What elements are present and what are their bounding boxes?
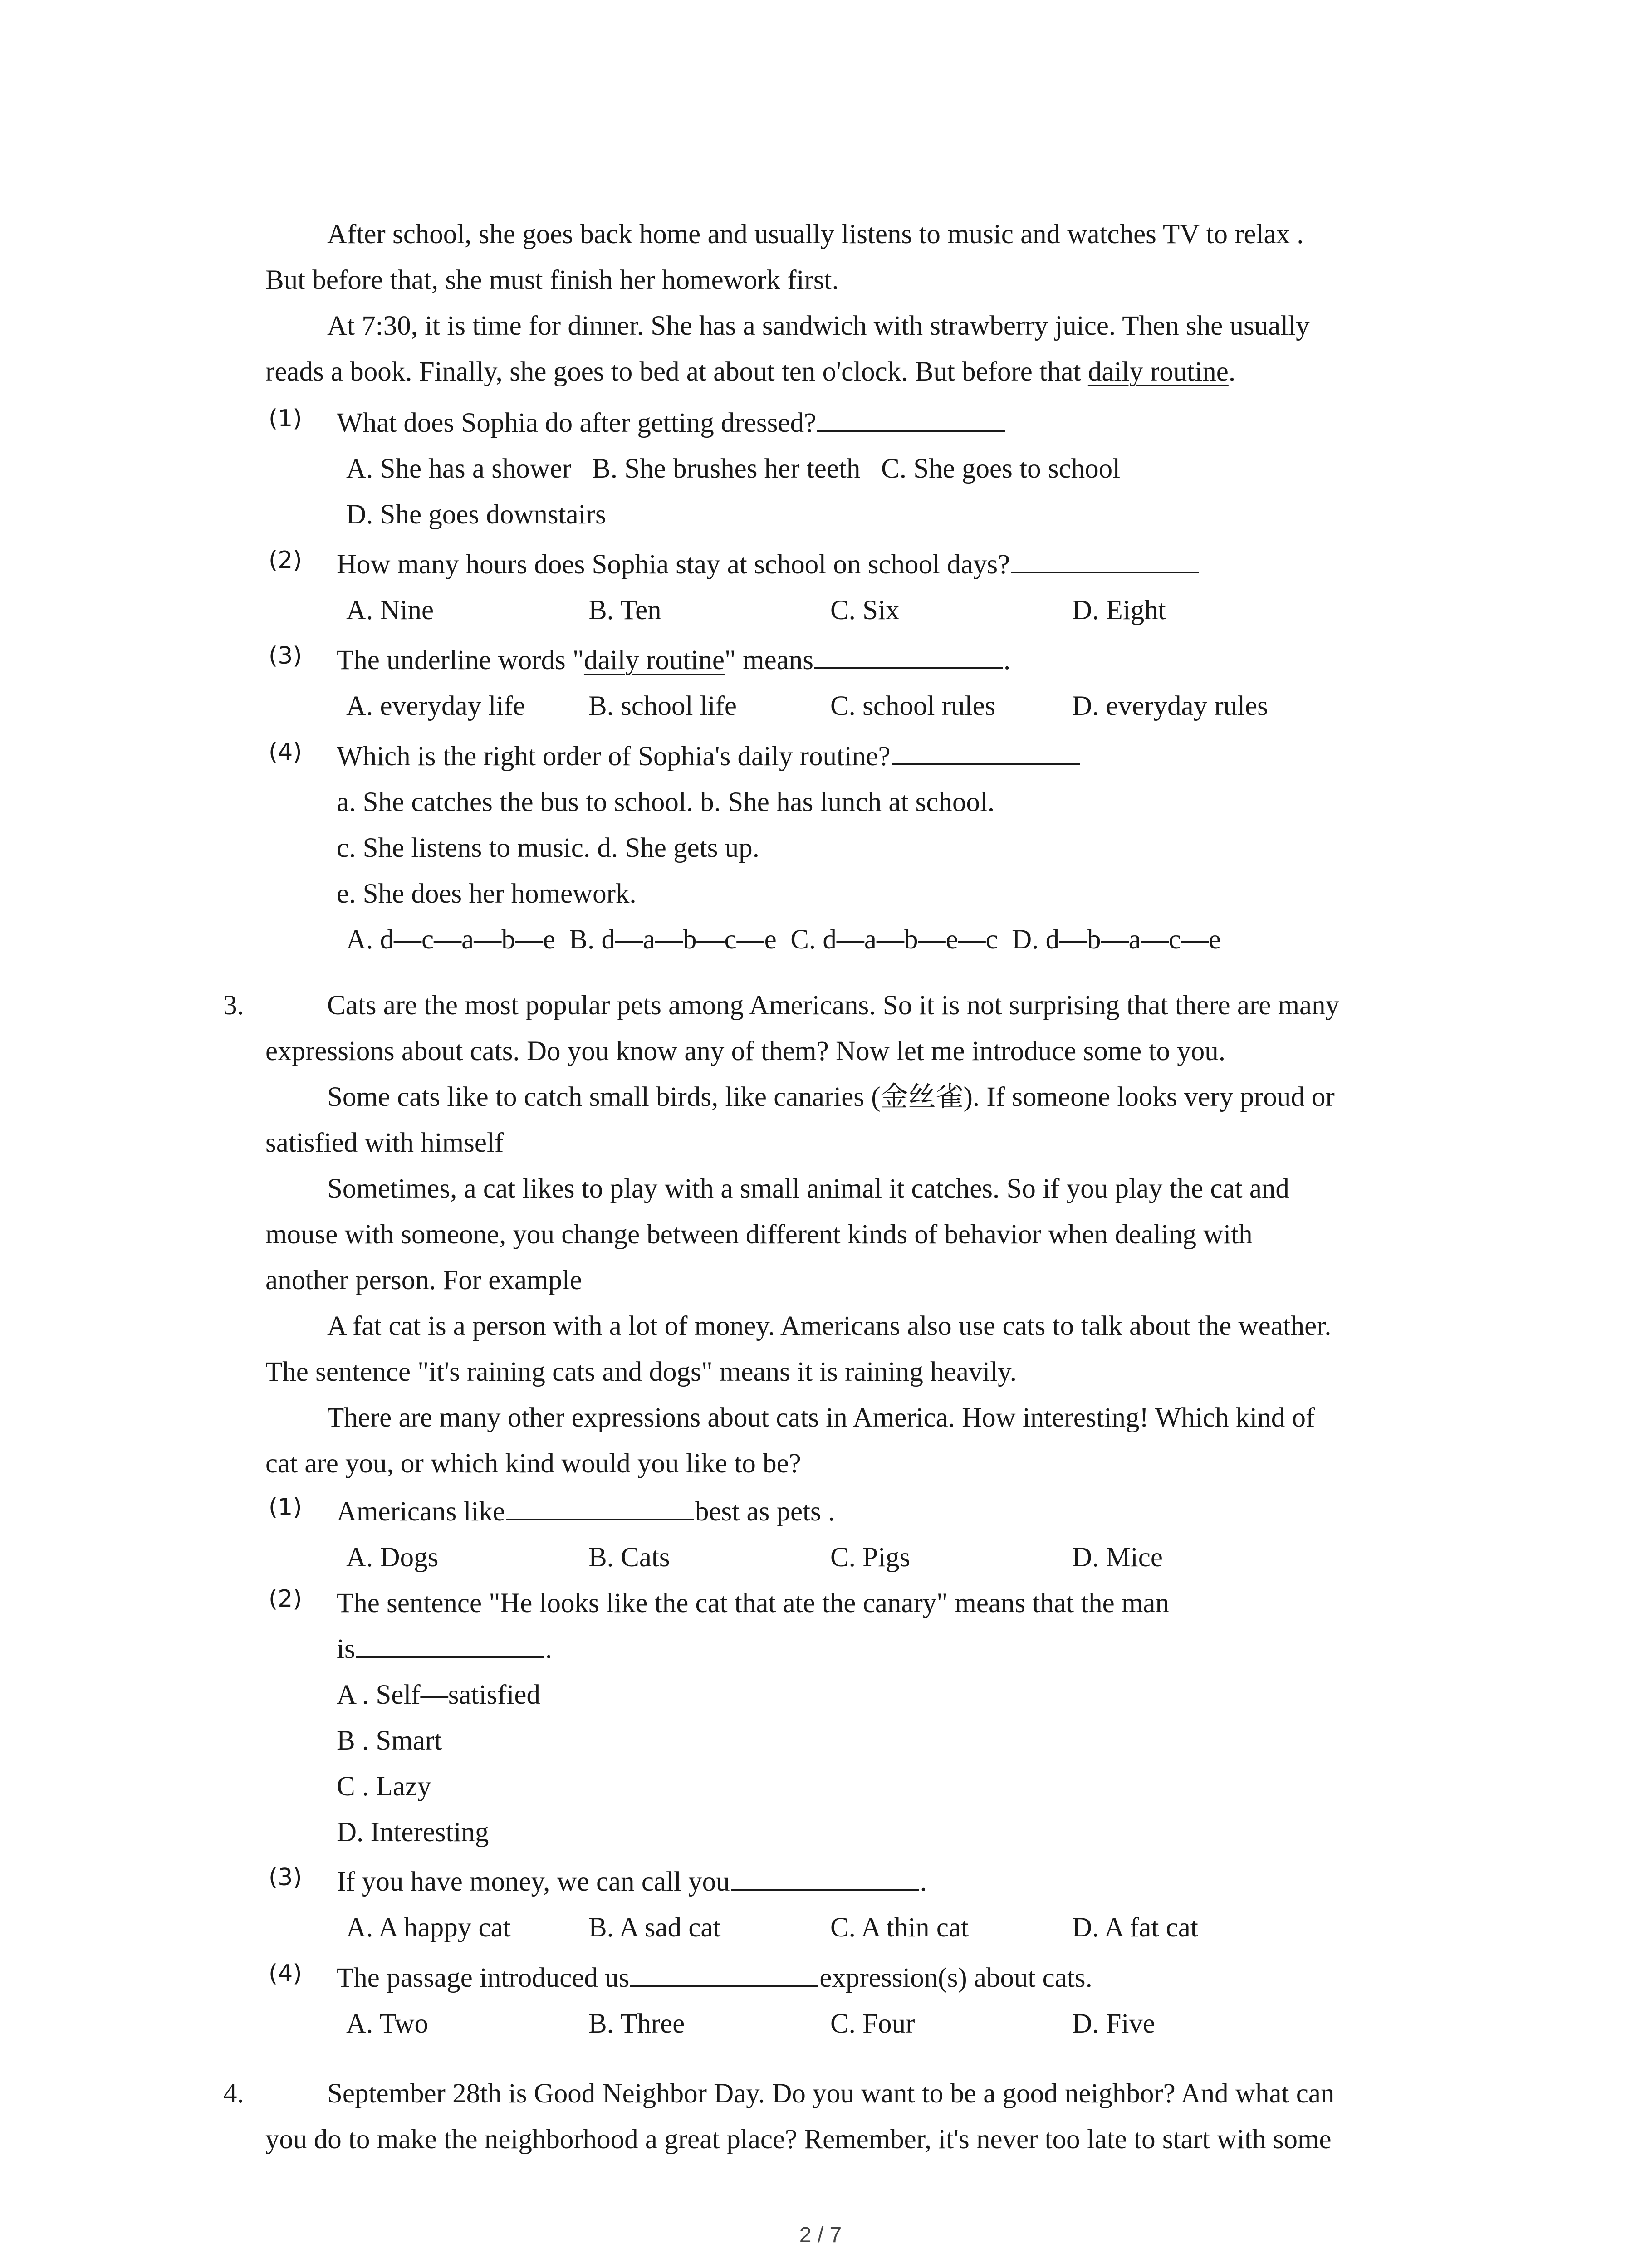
question-stem xyxy=(337,1489,835,1535)
question-number: (2) xyxy=(269,547,302,574)
stem-text: How many hours does Sophia stay at school on school days? xyxy=(337,549,1010,580)
text-line: The sentence "it's raining cats and dogs" means it is raining heavily. xyxy=(265,1357,1017,1387)
option-text: C. She goes to school xyxy=(881,454,1121,484)
text-line: After school, she goes back home and usually listens to music and watches TV to relax . xyxy=(327,219,1304,249)
option-c: C. d—a—b—e—c xyxy=(790,924,998,955)
passage-2-paragraph-1 xyxy=(265,211,1463,303)
question-number: (4) xyxy=(269,1960,302,1987)
option-a: A. Nine xyxy=(346,595,434,626)
passage-2-paragraph-2 xyxy=(265,303,1463,395)
text-line: cat are you, or which kind would you like to be? xyxy=(265,1448,801,1479)
option xyxy=(346,446,1120,492)
text-line: But before that, she must finish her homework first. xyxy=(265,265,839,295)
option-c: C. school rules xyxy=(830,691,996,721)
answer-blank xyxy=(892,735,1080,765)
option-b: B. A sad cat xyxy=(588,1912,721,1943)
question-stem xyxy=(337,733,1081,779)
answer-blank xyxy=(630,1957,818,1987)
answer-blank xyxy=(506,1491,694,1520)
answer-blank xyxy=(817,402,1005,432)
option-c: C. Six xyxy=(830,595,900,626)
stem-text: . xyxy=(1003,645,1011,675)
option-c: C. Four xyxy=(830,2009,915,2039)
stem-text: If you have money, we can call you xyxy=(337,1867,730,1897)
option-c: C. Pigs xyxy=(830,1542,911,1573)
stem-text: " means xyxy=(724,645,813,675)
question-number: (3) xyxy=(269,642,302,670)
text-line: you do to make the neighborhood a great place? Remember, it's never too late to start with some xyxy=(265,2124,1332,2155)
option-d: D. everyday rules xyxy=(1072,691,1268,721)
question-number: (1) xyxy=(269,1494,302,1521)
stem-text: . xyxy=(920,1867,927,1897)
text-line: another person. For example xyxy=(265,1265,582,1295)
question-stem: The sentence "He looks like the cat that ate the canary" means that the man xyxy=(337,1588,1170,1618)
order-item: c. She listens to music. d. She gets up. xyxy=(337,833,759,863)
text-line: Cats are the most popular pets among Americans. So it is not surprising that there are many xyxy=(327,990,1340,1021)
stem-text: Americans like xyxy=(337,1496,505,1527)
answer-blank xyxy=(731,1861,919,1891)
order-item: e. She does her homework. xyxy=(337,879,637,909)
text-line: There are many other expressions about cats in America. How interesting! Which kind of xyxy=(327,1403,1315,1433)
option-c: C . Lazy xyxy=(337,1771,431,1802)
text-line: A fat cat is a person with a lot of money. Americans also use cats to talk about the weather. xyxy=(327,1311,1332,1341)
text-line: mouse with someone, you change between different kinds of behavior when dealing with xyxy=(265,1219,1253,1250)
question-number: (2) xyxy=(269,1585,302,1613)
stem-text: Which is the right order of Sophia's daily routine? xyxy=(337,741,891,772)
text-line: . xyxy=(1228,357,1236,387)
text-line: expressions about cats. Do you know any of them? Now let me introduce some to you. xyxy=(265,1036,1225,1066)
option-d: D. A fat cat xyxy=(1072,1912,1198,1943)
option-a: A. everyday life xyxy=(346,691,525,721)
option-b: B. d—a—b—c—e xyxy=(569,924,777,955)
stem-text: best as pets . xyxy=(695,1496,835,1527)
page-number: 2 / 7 xyxy=(799,2223,842,2247)
option-c: C. A thin cat xyxy=(830,1912,969,1943)
question-number: (4) xyxy=(269,738,302,766)
stem-text: The underline words " xyxy=(337,645,584,675)
option-d: D. Mice xyxy=(1072,1542,1163,1573)
stem-text: What does Sophia do after getting dressed? xyxy=(337,408,817,438)
passage-number: 3. xyxy=(223,990,244,1021)
passage-4-text xyxy=(265,2071,1463,2162)
option-text: B. She brushes her teeth xyxy=(592,454,861,484)
option-b: B. Cats xyxy=(588,1542,670,1573)
question-stem xyxy=(337,400,1006,446)
option-a: A. Two xyxy=(346,2009,429,2039)
option-a: A. d—c—a—b—e xyxy=(346,924,555,955)
text-line: satisfied with himself xyxy=(265,1128,504,1158)
question-stem xyxy=(337,542,1200,587)
question-stem xyxy=(337,637,1010,683)
option-d: D. Interesting xyxy=(337,1817,489,1848)
text-line: At 7:30, it is time for dinner. She has a sandwich with strawberry juice. Then she usually xyxy=(327,311,1310,341)
option-row xyxy=(346,917,1221,963)
answer-blank xyxy=(814,639,1003,669)
text-line: reads a book. Finally, she goes to bed at about ten o'clock. But before that xyxy=(265,357,1088,387)
stem-text: The passage introduced us xyxy=(337,1963,630,1993)
option-text: A. She has a shower xyxy=(346,454,572,484)
stem-text: is xyxy=(337,1634,355,1664)
order-item: a. She catches the bus to school. b. She has lunch at school. xyxy=(337,787,995,817)
text-line: Sometimes, a cat likes to play with a small animal it catches. So if you play the cat and xyxy=(327,1173,1289,1204)
passage-number: 4. xyxy=(223,2078,244,2109)
question-number: (3) xyxy=(269,1864,302,1891)
question-number: (1) xyxy=(269,405,302,432)
question-stem xyxy=(337,1859,927,1905)
passage-3-text xyxy=(265,982,1463,1486)
answer-blank xyxy=(356,1628,544,1658)
underlined-phrase: daily routine xyxy=(583,645,725,675)
stem-text: expression(s) about cats. xyxy=(819,1963,1092,1993)
option-a: A. Dogs xyxy=(346,1542,439,1573)
option-d: D. Eight xyxy=(1072,595,1166,626)
text-line: Some cats like to catch small birds, like canaries (金丝雀). If someone looks very proud or xyxy=(327,1082,1335,1112)
stem-text: . xyxy=(545,1634,552,1664)
option-a: A . Self—satisfied xyxy=(337,1680,540,1710)
question-stem-continued xyxy=(337,1626,552,1672)
option-b: B. Three xyxy=(588,2009,685,2039)
option-a: A. A happy cat xyxy=(346,1912,511,1943)
underlined-phrase: daily routine xyxy=(1087,357,1229,387)
question-stem xyxy=(337,1955,1092,2001)
text-line: September 28th is Good Neighbor Day. Do you want to be a good neighbor? And what can xyxy=(327,2078,1335,2109)
option-d: D. Five xyxy=(1072,2009,1155,2039)
option-b: B. school life xyxy=(588,691,737,721)
option-d: D. d—b—a—c—e xyxy=(1012,924,1221,955)
option: D. She goes downstairs xyxy=(346,499,606,530)
option-b: B . Smart xyxy=(337,1725,442,1756)
answer-blank xyxy=(1011,543,1199,573)
option-b: B. Ten xyxy=(588,595,661,626)
